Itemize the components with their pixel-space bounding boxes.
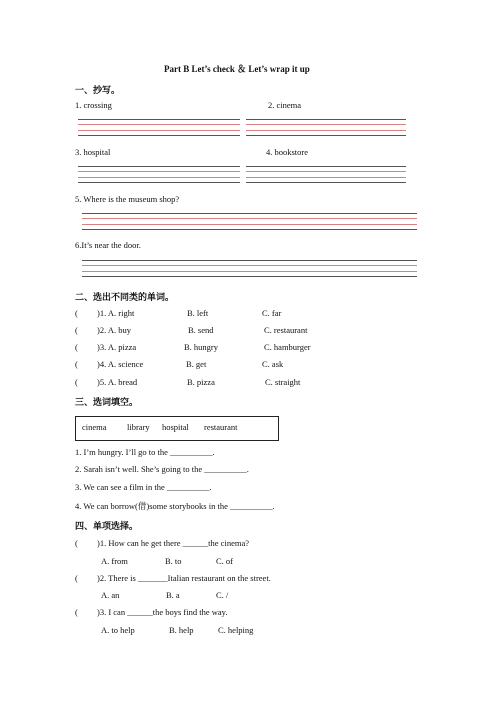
s2-row-5-c: C. straight: [265, 377, 301, 387]
mc-q2-option-a: A. an: [101, 590, 120, 600]
section-1-heading: 一、抄写。: [75, 85, 121, 95]
copy-item-3: 3. hospital: [75, 147, 111, 157]
mc-q3-option-b: B. help: [169, 625, 194, 635]
mc-q1-stem: )1. How can he get there ______the cinema?: [97, 538, 249, 548]
s2-row-4-paren: (: [75, 359, 78, 369]
copy-item-5: 5. Where is the museum shop?: [75, 194, 180, 204]
word-bank-hospital: hospital: [162, 422, 189, 432]
section-4-heading: 四、单项选择。: [75, 521, 139, 531]
word-bank-restaurant: restaurant: [204, 422, 238, 432]
s2-row-3-paren: (: [75, 342, 78, 352]
copy-item-2: 2. cinema: [268, 100, 302, 110]
s2-row-1-a: )1. A. right: [97, 308, 135, 318]
fill-item-3: 3. We can see a film in the __________.: [75, 482, 212, 492]
mc-q2-option-c: C. /: [216, 590, 229, 600]
writing-lines-2: [246, 119, 406, 140]
section-2-heading: 二、选出不同类的单词。: [75, 292, 175, 302]
s2-row-2-a: )2. A. buy: [97, 325, 131, 335]
s2-row-2-paren: (: [75, 325, 78, 335]
mc-q1-option-b: B. to: [165, 556, 182, 566]
copy-item-4: 4. bookstore: [266, 147, 309, 157]
mc-q2-option-b: B. a: [166, 590, 180, 600]
writing-lines-4: [246, 166, 406, 187]
mc-q3-paren: (: [75, 607, 78, 617]
mc-q1-option-c: C. of: [216, 556, 233, 566]
word-bank-library: library: [127, 422, 150, 432]
s2-row-5-b: B. pizza: [187, 377, 215, 387]
page-title: Part B Let’s check ＆ Let’s wrap it up: [164, 64, 310, 74]
s2-row-2-b: B. send: [188, 325, 214, 335]
s2-row-4-b: B. get: [186, 359, 207, 369]
mc-q3-option-a: A. to help: [101, 625, 135, 635]
mc-q3-stem: )3. I can ______the boys find the way.: [97, 607, 228, 617]
s2-row-1-c: C. far: [262, 308, 282, 318]
mc-q1-paren: (: [75, 538, 78, 548]
fill-item-2: 2. Sarah isn’t well. She’s going to the __________.: [75, 464, 249, 474]
copy-item-1: 1. crossing: [75, 100, 112, 110]
mc-q2-stem: )2. There is _______Italian restaurant on the street.: [97, 573, 271, 583]
writing-lines-6: [82, 260, 417, 281]
s2-row-1-b: B. left: [187, 308, 209, 318]
writing-lines-1: [78, 119, 240, 140]
s2-row-4-a: )4. A. science: [97, 359, 144, 369]
s2-row-5-a: )5. A. bread: [97, 377, 138, 387]
mc-q3-option-c: C. helping: [218, 625, 254, 635]
s2-row-3-c: C. hamburger: [264, 342, 311, 352]
s2-row-4-c: C. ask: [262, 359, 284, 369]
mc-q1-option-a: A. from: [101, 556, 128, 566]
s2-row-2-c: C. restaurant: [264, 325, 308, 335]
s2-row-3-b: B. hungry: [184, 342, 218, 352]
writing-lines-5: [82, 213, 417, 234]
mc-q2-paren: (: [75, 573, 78, 583]
s2-row-5-paren: (: [75, 377, 78, 387]
s2-row-3-a: )3. A. pizza: [97, 342, 137, 352]
word-bank-cinema: cinema: [82, 422, 107, 432]
section-3-heading: 三、选词填空。: [75, 397, 139, 407]
writing-lines-3: [78, 166, 240, 187]
fill-item-1: 1. I’m hungry. I’ll go to the __________.: [75, 447, 215, 457]
s2-row-1-paren: (: [75, 308, 78, 318]
copy-item-6: 6.It’s near the door.: [75, 240, 141, 250]
fill-item-4: 4. We can borrow(借)some storybooks in the __________.: [75, 501, 275, 511]
